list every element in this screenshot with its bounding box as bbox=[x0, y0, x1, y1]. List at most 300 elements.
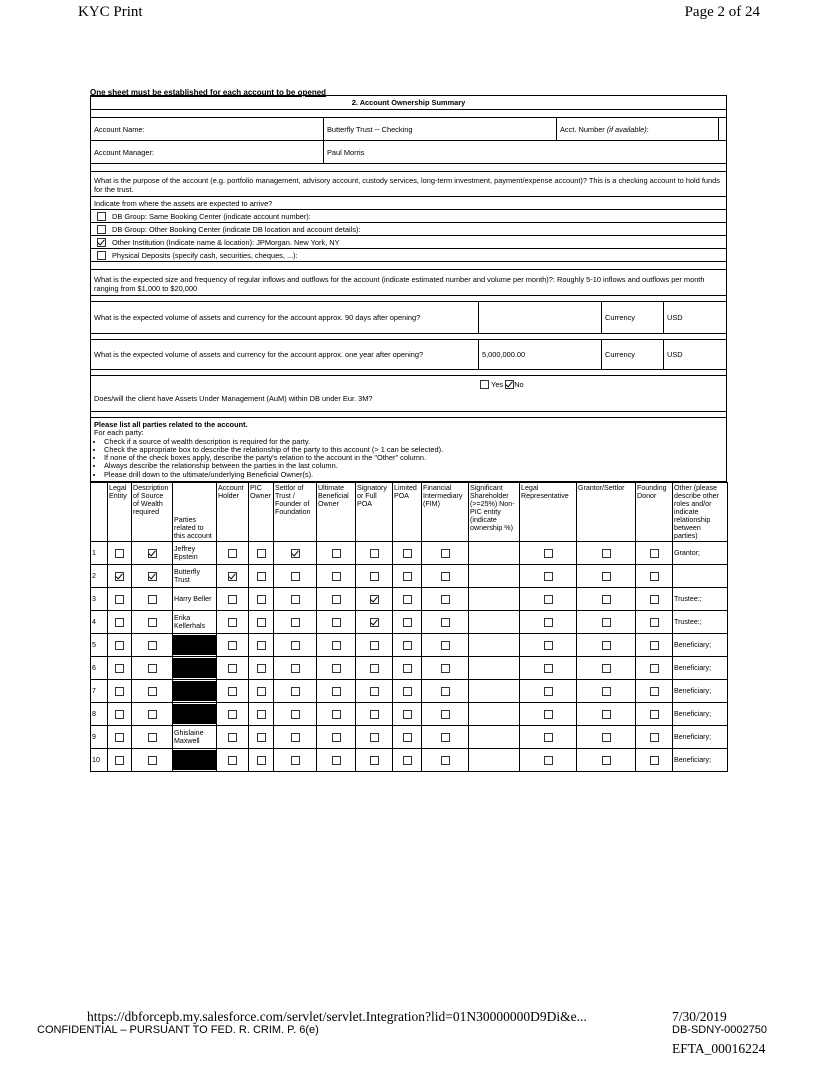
signatory-checkbox[interactable] bbox=[370, 549, 379, 558]
settlor-cell bbox=[274, 565, 317, 588]
fim-checkbox[interactable] bbox=[441, 733, 450, 742]
limited-cell bbox=[393, 542, 422, 565]
pic-checkbox[interactable] bbox=[257, 618, 266, 627]
sow-cell bbox=[132, 657, 173, 680]
legal-entity-cell bbox=[108, 749, 132, 772]
pic-cell bbox=[249, 680, 274, 703]
asset-option bbox=[90, 210, 727, 223]
sow-cell bbox=[132, 542, 173, 565]
sow-cell bbox=[132, 611, 173, 634]
grantor-checkbox[interactable] bbox=[602, 595, 611, 604]
column-header: Other (please describe other roles and/or indicate relationship between parties) bbox=[673, 483, 728, 542]
settlor-checkbox[interactable] bbox=[291, 618, 300, 627]
signatory-cell bbox=[356, 634, 393, 657]
donor-cell bbox=[636, 565, 673, 588]
pic-checkbox[interactable] bbox=[257, 572, 266, 581]
sow-checkbox[interactable] bbox=[148, 641, 157, 650]
source-url: https://dbforcepb.my.salesforce.com/servlet/servlet.Integration?lid=01N30000000D9Di&e... bbox=[87, 1009, 587, 1024]
settlor-checkbox[interactable] bbox=[291, 733, 300, 742]
party-row bbox=[91, 680, 728, 703]
donor-cell bbox=[636, 588, 673, 611]
spacer-row bbox=[90, 262, 727, 270]
shareholder-percent bbox=[469, 657, 520, 680]
holder-checkbox[interactable] bbox=[228, 710, 237, 719]
legal-rep-checkbox[interactable] bbox=[544, 733, 553, 742]
volume-90-days-currency: USD bbox=[667, 313, 683, 322]
grantor-cell bbox=[577, 542, 636, 565]
settlor-checkbox[interactable] bbox=[291, 756, 300, 765]
signatory-cell bbox=[356, 749, 393, 772]
pic-cell bbox=[249, 565, 274, 588]
legal-entity-checkbox[interactable] bbox=[115, 572, 124, 581]
account-ownership-form bbox=[90, 95, 727, 772]
sow-cell bbox=[132, 749, 173, 772]
fim-checkbox[interactable] bbox=[441, 618, 450, 627]
pic-checkbox[interactable] bbox=[257, 641, 266, 650]
parties-bullets bbox=[94, 438, 723, 479]
fim-checkbox[interactable] bbox=[441, 572, 450, 581]
spacer-row bbox=[90, 110, 727, 118]
pic-checkbox[interactable] bbox=[257, 756, 266, 765]
account-manager-row bbox=[90, 141, 727, 164]
holder-checkbox[interactable] bbox=[228, 664, 237, 673]
donor-cell bbox=[636, 611, 673, 634]
settlor-cell bbox=[274, 680, 317, 703]
asset-options bbox=[90, 210, 727, 262]
holder-checkbox[interactable] bbox=[228, 618, 237, 627]
currency-label: Currency bbox=[605, 350, 635, 359]
column-header bbox=[91, 483, 108, 542]
sow-checkbox[interactable] bbox=[148, 710, 157, 719]
legal-entity-cell bbox=[108, 680, 132, 703]
legal-rep-cell bbox=[520, 588, 577, 611]
grantor-checkbox[interactable] bbox=[602, 572, 611, 581]
pic-checkbox[interactable] bbox=[257, 710, 266, 719]
limited-cell bbox=[393, 680, 422, 703]
party-row bbox=[91, 611, 728, 634]
asset-option bbox=[90, 223, 727, 236]
holder-checkbox[interactable] bbox=[228, 733, 237, 742]
sow-checkbox[interactable] bbox=[148, 618, 157, 627]
parties-subheading: For each party: bbox=[94, 428, 144, 438]
holder-checkbox[interactable] bbox=[228, 641, 237, 650]
aum-no-checkbox[interactable] bbox=[505, 380, 514, 389]
ubo-cell bbox=[317, 726, 356, 749]
redaction-block bbox=[173, 704, 217, 724]
sow-cell bbox=[132, 703, 173, 726]
column-header: Grantor/Settlor bbox=[577, 483, 636, 542]
volume-90-days-question: What is the expected volume of assets and currency for the account approx. 90 days after opening? bbox=[94, 313, 421, 322]
signatory-cell bbox=[356, 588, 393, 611]
donor-cell bbox=[636, 634, 673, 657]
legal-rep-checkbox[interactable] bbox=[544, 595, 553, 604]
account-name-label: Account Name: bbox=[94, 124, 145, 134]
form-intro: One sheet must be established for each account to be opened bbox=[90, 88, 327, 97]
grantor-cell bbox=[577, 565, 636, 588]
grantor-cell bbox=[577, 634, 636, 657]
ubo-cell bbox=[317, 703, 356, 726]
pic-cell bbox=[249, 542, 274, 565]
legal-rep-checkbox[interactable] bbox=[544, 549, 553, 558]
legal-entity-checkbox[interactable] bbox=[115, 710, 124, 719]
shareholder-percent bbox=[469, 611, 520, 634]
pic-checkbox[interactable] bbox=[257, 733, 266, 742]
column-header: Account Holder bbox=[217, 483, 249, 542]
shareholder-percent bbox=[469, 726, 520, 749]
party-row bbox=[91, 588, 728, 611]
grantor-cell bbox=[577, 588, 636, 611]
settlor-checkbox[interactable] bbox=[291, 710, 300, 719]
row-number: 5 bbox=[91, 634, 108, 657]
sow-checkbox[interactable] bbox=[148, 595, 157, 604]
legal-entity-checkbox[interactable] bbox=[115, 618, 124, 627]
print-date: 7/30/2019 bbox=[672, 1009, 727, 1024]
grantor-checkbox[interactable] bbox=[602, 641, 611, 650]
row-number: 1 bbox=[91, 542, 108, 565]
legal-entity-cell bbox=[108, 703, 132, 726]
asset-option-checkbox[interactable] bbox=[97, 238, 106, 247]
parties-heading: Please list all parties related to the account. bbox=[94, 420, 248, 429]
holder-cell bbox=[217, 588, 249, 611]
signatory-checkbox[interactable] bbox=[370, 641, 379, 650]
pic-cell bbox=[249, 726, 274, 749]
limited-cell bbox=[393, 749, 422, 772]
legal-entity-checkbox[interactable] bbox=[115, 595, 124, 604]
legal-entity-cell bbox=[108, 565, 132, 588]
fim-checkbox[interactable] bbox=[441, 687, 450, 696]
legal-rep-checkbox[interactable] bbox=[544, 641, 553, 650]
signatory-checkbox[interactable] bbox=[370, 618, 379, 627]
column-header: PIC Owner bbox=[249, 483, 274, 542]
bates-number: DB-SDNY-0002750 bbox=[672, 1024, 767, 1036]
holder-cell bbox=[217, 657, 249, 680]
pic-cell bbox=[249, 588, 274, 611]
column-header: Legal Entity bbox=[108, 483, 132, 542]
limited-checkbox[interactable] bbox=[403, 710, 412, 719]
pic-cell bbox=[249, 703, 274, 726]
column-header: Parties related to this account bbox=[173, 483, 217, 542]
ubo-checkbox[interactable] bbox=[332, 618, 341, 627]
grantor-checkbox[interactable] bbox=[602, 687, 611, 696]
asset-option-checkbox[interactable] bbox=[97, 225, 106, 234]
settlor-cell bbox=[274, 611, 317, 634]
legal-entity-checkbox[interactable] bbox=[115, 641, 124, 650]
parties-bullet: • If none of the check boxes apply, describe the party's relation to the account in the "Other" column. bbox=[104, 454, 723, 462]
ubo-cell bbox=[317, 588, 356, 611]
asset-option-label: Other Institution (Indicate name & location): JPMorgan. New York, NY bbox=[112, 237, 340, 247]
other-relationship: Trustee:; bbox=[673, 588, 728, 611]
shareholder-percent bbox=[469, 703, 520, 726]
legal-entity-cell bbox=[108, 588, 132, 611]
grantor-cell bbox=[577, 657, 636, 680]
ubo-cell bbox=[317, 634, 356, 657]
other-relationship: Beneficiary; bbox=[673, 726, 728, 749]
ubo-checkbox[interactable] bbox=[332, 641, 341, 650]
party-row bbox=[91, 703, 728, 726]
ubo-checkbox[interactable] bbox=[332, 549, 341, 558]
sow-checkbox[interactable] bbox=[148, 733, 157, 742]
parties-bullet: • Check if a source of wealth description is required for the party. bbox=[104, 438, 723, 446]
donor-checkbox[interactable] bbox=[650, 572, 659, 581]
other-relationship bbox=[673, 565, 728, 588]
parties-instructions bbox=[90, 418, 727, 482]
limited-checkbox[interactable] bbox=[403, 756, 412, 765]
limited-checkbox[interactable] bbox=[403, 549, 412, 558]
row-number: 3 bbox=[91, 588, 108, 611]
parties-bullet: • Always describe the relationship between the parties in the last column. bbox=[104, 462, 723, 470]
parties-bullet: • Check the appropriate box to describe the relationship of the party to this account (> 1 can be selected). bbox=[104, 446, 723, 454]
assets-origin-label: Indicate from where the assets are expected to arrive? bbox=[90, 197, 727, 210]
legal-rep-checkbox[interactable] bbox=[544, 756, 553, 765]
holder-cell bbox=[217, 542, 249, 565]
party-name: Erika Kellerhals bbox=[173, 611, 217, 634]
fim-cell bbox=[422, 680, 469, 703]
fim-cell bbox=[422, 749, 469, 772]
holder-checkbox[interactable] bbox=[228, 756, 237, 765]
pic-cell bbox=[249, 749, 274, 772]
fim-cell bbox=[422, 542, 469, 565]
sow-checkbox[interactable] bbox=[148, 756, 157, 765]
row-number: 2 bbox=[91, 565, 108, 588]
donor-checkbox[interactable] bbox=[650, 664, 659, 673]
volume-90-days-value bbox=[479, 302, 599, 333]
legal-entity-checkbox[interactable] bbox=[115, 664, 124, 673]
holder-cell bbox=[217, 726, 249, 749]
signatory-cell bbox=[356, 565, 393, 588]
efta-number: EFTA_00016224 bbox=[672, 1041, 766, 1056]
holder-cell bbox=[217, 634, 249, 657]
sow-checkbox[interactable] bbox=[148, 549, 157, 558]
ubo-checkbox[interactable] bbox=[332, 710, 341, 719]
account-name-row bbox=[90, 118, 727, 141]
party-name bbox=[173, 657, 217, 680]
other-relationship: Beneficiary; bbox=[673, 749, 728, 772]
sow-cell bbox=[132, 680, 173, 703]
party-row bbox=[91, 542, 728, 565]
holder-cell bbox=[217, 611, 249, 634]
column-header: Signatory or Full POA bbox=[356, 483, 393, 542]
signatory-checkbox[interactable] bbox=[370, 687, 379, 696]
row-number: 7 bbox=[91, 680, 108, 703]
holder-cell bbox=[217, 703, 249, 726]
limited-checkbox[interactable] bbox=[403, 733, 412, 742]
holder-checkbox[interactable] bbox=[228, 572, 237, 581]
asset-option-label: Physical Deposits (specify cash, securities, cheques, ...): bbox=[112, 250, 298, 260]
signatory-cell bbox=[356, 680, 393, 703]
other-relationship: Beneficiary; bbox=[673, 634, 728, 657]
asset-option-checkbox[interactable] bbox=[97, 251, 106, 260]
signatory-checkbox[interactable] bbox=[370, 710, 379, 719]
legal-entity-checkbox[interactable] bbox=[115, 549, 124, 558]
grantor-cell bbox=[577, 611, 636, 634]
donor-checkbox[interactable] bbox=[650, 549, 659, 558]
legal-rep-checkbox[interactable] bbox=[544, 618, 553, 627]
signatory-cell bbox=[356, 726, 393, 749]
other-relationship: Beneficiary; bbox=[673, 657, 728, 680]
limited-checkbox[interactable] bbox=[403, 687, 412, 696]
volume-90-days-row bbox=[90, 302, 727, 334]
grantor-checkbox[interactable] bbox=[602, 710, 611, 719]
limited-checkbox[interactable] bbox=[403, 572, 412, 581]
settlor-cell bbox=[274, 749, 317, 772]
grantor-cell bbox=[577, 680, 636, 703]
redaction-block bbox=[173, 750, 217, 770]
ubo-checkbox[interactable] bbox=[332, 664, 341, 673]
donor-checkbox[interactable] bbox=[650, 710, 659, 719]
signatory-cell bbox=[356, 657, 393, 680]
party-name bbox=[173, 634, 217, 657]
grantor-cell bbox=[577, 749, 636, 772]
ubo-checkbox[interactable] bbox=[332, 756, 341, 765]
legal-entity-checkbox[interactable] bbox=[115, 733, 124, 742]
asset-option bbox=[90, 249, 727, 262]
settlor-checkbox[interactable] bbox=[291, 595, 300, 604]
donor-checkbox[interactable] bbox=[650, 641, 659, 650]
aum-yes-label: Yes bbox=[491, 380, 504, 389]
settlor-cell bbox=[274, 588, 317, 611]
limited-checkbox[interactable] bbox=[403, 595, 412, 604]
holder-cell bbox=[217, 565, 249, 588]
shareholder-percent bbox=[469, 634, 520, 657]
column-header: Ultimate Beneficial Owner bbox=[317, 483, 356, 542]
aum-answer bbox=[477, 376, 617, 411]
settlor-checkbox[interactable] bbox=[291, 687, 300, 696]
party-row bbox=[91, 565, 728, 588]
holder-checkbox[interactable] bbox=[228, 595, 237, 604]
fim-checkbox[interactable] bbox=[441, 664, 450, 673]
parties-table bbox=[90, 482, 728, 772]
signatory-checkbox[interactable] bbox=[370, 664, 379, 673]
fim-checkbox[interactable] bbox=[441, 549, 450, 558]
settlor-cell bbox=[274, 634, 317, 657]
party-name bbox=[173, 680, 217, 703]
row-number: 4 bbox=[91, 611, 108, 634]
legal-rep-checkbox[interactable] bbox=[544, 710, 553, 719]
party-name: Ghislaine Maxwell bbox=[173, 726, 217, 749]
volume-1-year-row bbox=[90, 340, 727, 370]
fim-cell bbox=[422, 703, 469, 726]
sow-cell bbox=[132, 634, 173, 657]
legal-entity-checkbox[interactable] bbox=[115, 687, 124, 696]
settlor-checkbox[interactable] bbox=[291, 641, 300, 650]
volume-1-year-currency: USD bbox=[667, 350, 683, 359]
legal-entity-checkbox[interactable] bbox=[115, 756, 124, 765]
limited-checkbox[interactable] bbox=[403, 664, 412, 673]
signatory-checkbox[interactable] bbox=[370, 572, 379, 581]
sow-checkbox[interactable] bbox=[148, 664, 157, 673]
limited-checkbox[interactable] bbox=[403, 618, 412, 627]
page-number: Page 2 of 24 bbox=[684, 4, 760, 20]
pic-checkbox[interactable] bbox=[257, 664, 266, 673]
fim-cell bbox=[422, 588, 469, 611]
column-header: Significant Shareholder (>=25%) Non-PIC entity (indicate ownership %) bbox=[469, 483, 520, 542]
aum-row bbox=[90, 376, 727, 412]
grantor-checkbox[interactable] bbox=[602, 664, 611, 673]
print-header-title: KYC Print bbox=[78, 4, 143, 20]
asset-option-checkbox[interactable] bbox=[97, 212, 106, 221]
signatory-cell bbox=[356, 611, 393, 634]
row-number: 9 bbox=[91, 726, 108, 749]
aum-yes-checkbox[interactable] bbox=[480, 380, 489, 389]
asset-option bbox=[90, 236, 727, 249]
ubo-cell bbox=[317, 680, 356, 703]
ubo-checkbox[interactable] bbox=[332, 595, 341, 604]
fim-checkbox[interactable] bbox=[441, 595, 450, 604]
party-row bbox=[91, 634, 728, 657]
fim-checkbox[interactable] bbox=[441, 710, 450, 719]
aum-no-label: No bbox=[514, 380, 524, 389]
donor-checkbox[interactable] bbox=[650, 687, 659, 696]
settlor-cell bbox=[274, 703, 317, 726]
grantor-checkbox[interactable] bbox=[602, 756, 611, 765]
donor-checkbox[interactable] bbox=[650, 595, 659, 604]
party-name bbox=[173, 749, 217, 772]
grantor-checkbox[interactable] bbox=[602, 618, 611, 627]
donor-checkbox[interactable] bbox=[650, 618, 659, 627]
pic-checkbox[interactable] bbox=[257, 595, 266, 604]
legal-rep-checkbox[interactable] bbox=[544, 687, 553, 696]
settlor-checkbox[interactable] bbox=[291, 664, 300, 673]
grantor-checkbox[interactable] bbox=[602, 733, 611, 742]
settlor-checkbox[interactable] bbox=[291, 572, 300, 581]
holder-checkbox[interactable] bbox=[228, 687, 237, 696]
spacer-row bbox=[90, 164, 727, 172]
sow-checkbox[interactable] bbox=[148, 572, 157, 581]
account-purpose: What is the purpose of the account (e.g. portfolio management, advisory account, custody services, long-term investment, payment/expense account)? This is a checking account to hold funds for the trust. bbox=[90, 172, 727, 197]
account-name-value: Butterfly Trust -- Checking bbox=[327, 124, 413, 134]
ubo-checkbox[interactable] bbox=[332, 687, 341, 696]
confidential-notice: CONFIDENTIAL – PURSUANT TO FED. R. CRIM. P. 6(e) bbox=[37, 1024, 319, 1036]
column-header: Description of Source of Wealth required bbox=[132, 483, 173, 542]
donor-cell bbox=[636, 749, 673, 772]
settlor-cell bbox=[274, 726, 317, 749]
pic-cell bbox=[249, 657, 274, 680]
settlor-checkbox[interactable] bbox=[291, 549, 300, 558]
holder-cell bbox=[217, 749, 249, 772]
legal-rep-cell bbox=[520, 565, 577, 588]
signatory-checkbox[interactable] bbox=[370, 733, 379, 742]
holder-checkbox[interactable] bbox=[228, 549, 237, 558]
legal-rep-checkbox[interactable] bbox=[544, 664, 553, 673]
asset-option-label: DB Group: Same Booking Center (indicate account number): bbox=[112, 211, 311, 221]
party-name bbox=[173, 703, 217, 726]
limited-checkbox[interactable] bbox=[403, 641, 412, 650]
donor-checkbox[interactable] bbox=[650, 756, 659, 765]
grantor-cell bbox=[577, 703, 636, 726]
donor-cell bbox=[636, 703, 673, 726]
party-row bbox=[91, 749, 728, 772]
ubo-checkbox[interactable] bbox=[332, 572, 341, 581]
signatory-checkbox[interactable] bbox=[370, 595, 379, 604]
fim-checkbox[interactable] bbox=[441, 756, 450, 765]
pic-checkbox[interactable] bbox=[257, 549, 266, 558]
redaction-block bbox=[173, 635, 217, 655]
shareholder-percent bbox=[469, 680, 520, 703]
donor-checkbox[interactable] bbox=[650, 733, 659, 742]
pic-cell bbox=[249, 611, 274, 634]
sow-checkbox[interactable] bbox=[148, 687, 157, 696]
signatory-checkbox[interactable] bbox=[370, 756, 379, 765]
column-header: Settlor of Trust / Founder of Foundation bbox=[274, 483, 317, 542]
legal-entity-cell bbox=[108, 611, 132, 634]
legal-rep-cell bbox=[520, 634, 577, 657]
fim-checkbox[interactable] bbox=[441, 641, 450, 650]
ubo-checkbox[interactable] bbox=[332, 733, 341, 742]
limited-cell bbox=[393, 611, 422, 634]
pic-checkbox[interactable] bbox=[257, 687, 266, 696]
legal-rep-checkbox[interactable] bbox=[544, 572, 553, 581]
grantor-checkbox[interactable] bbox=[602, 549, 611, 558]
